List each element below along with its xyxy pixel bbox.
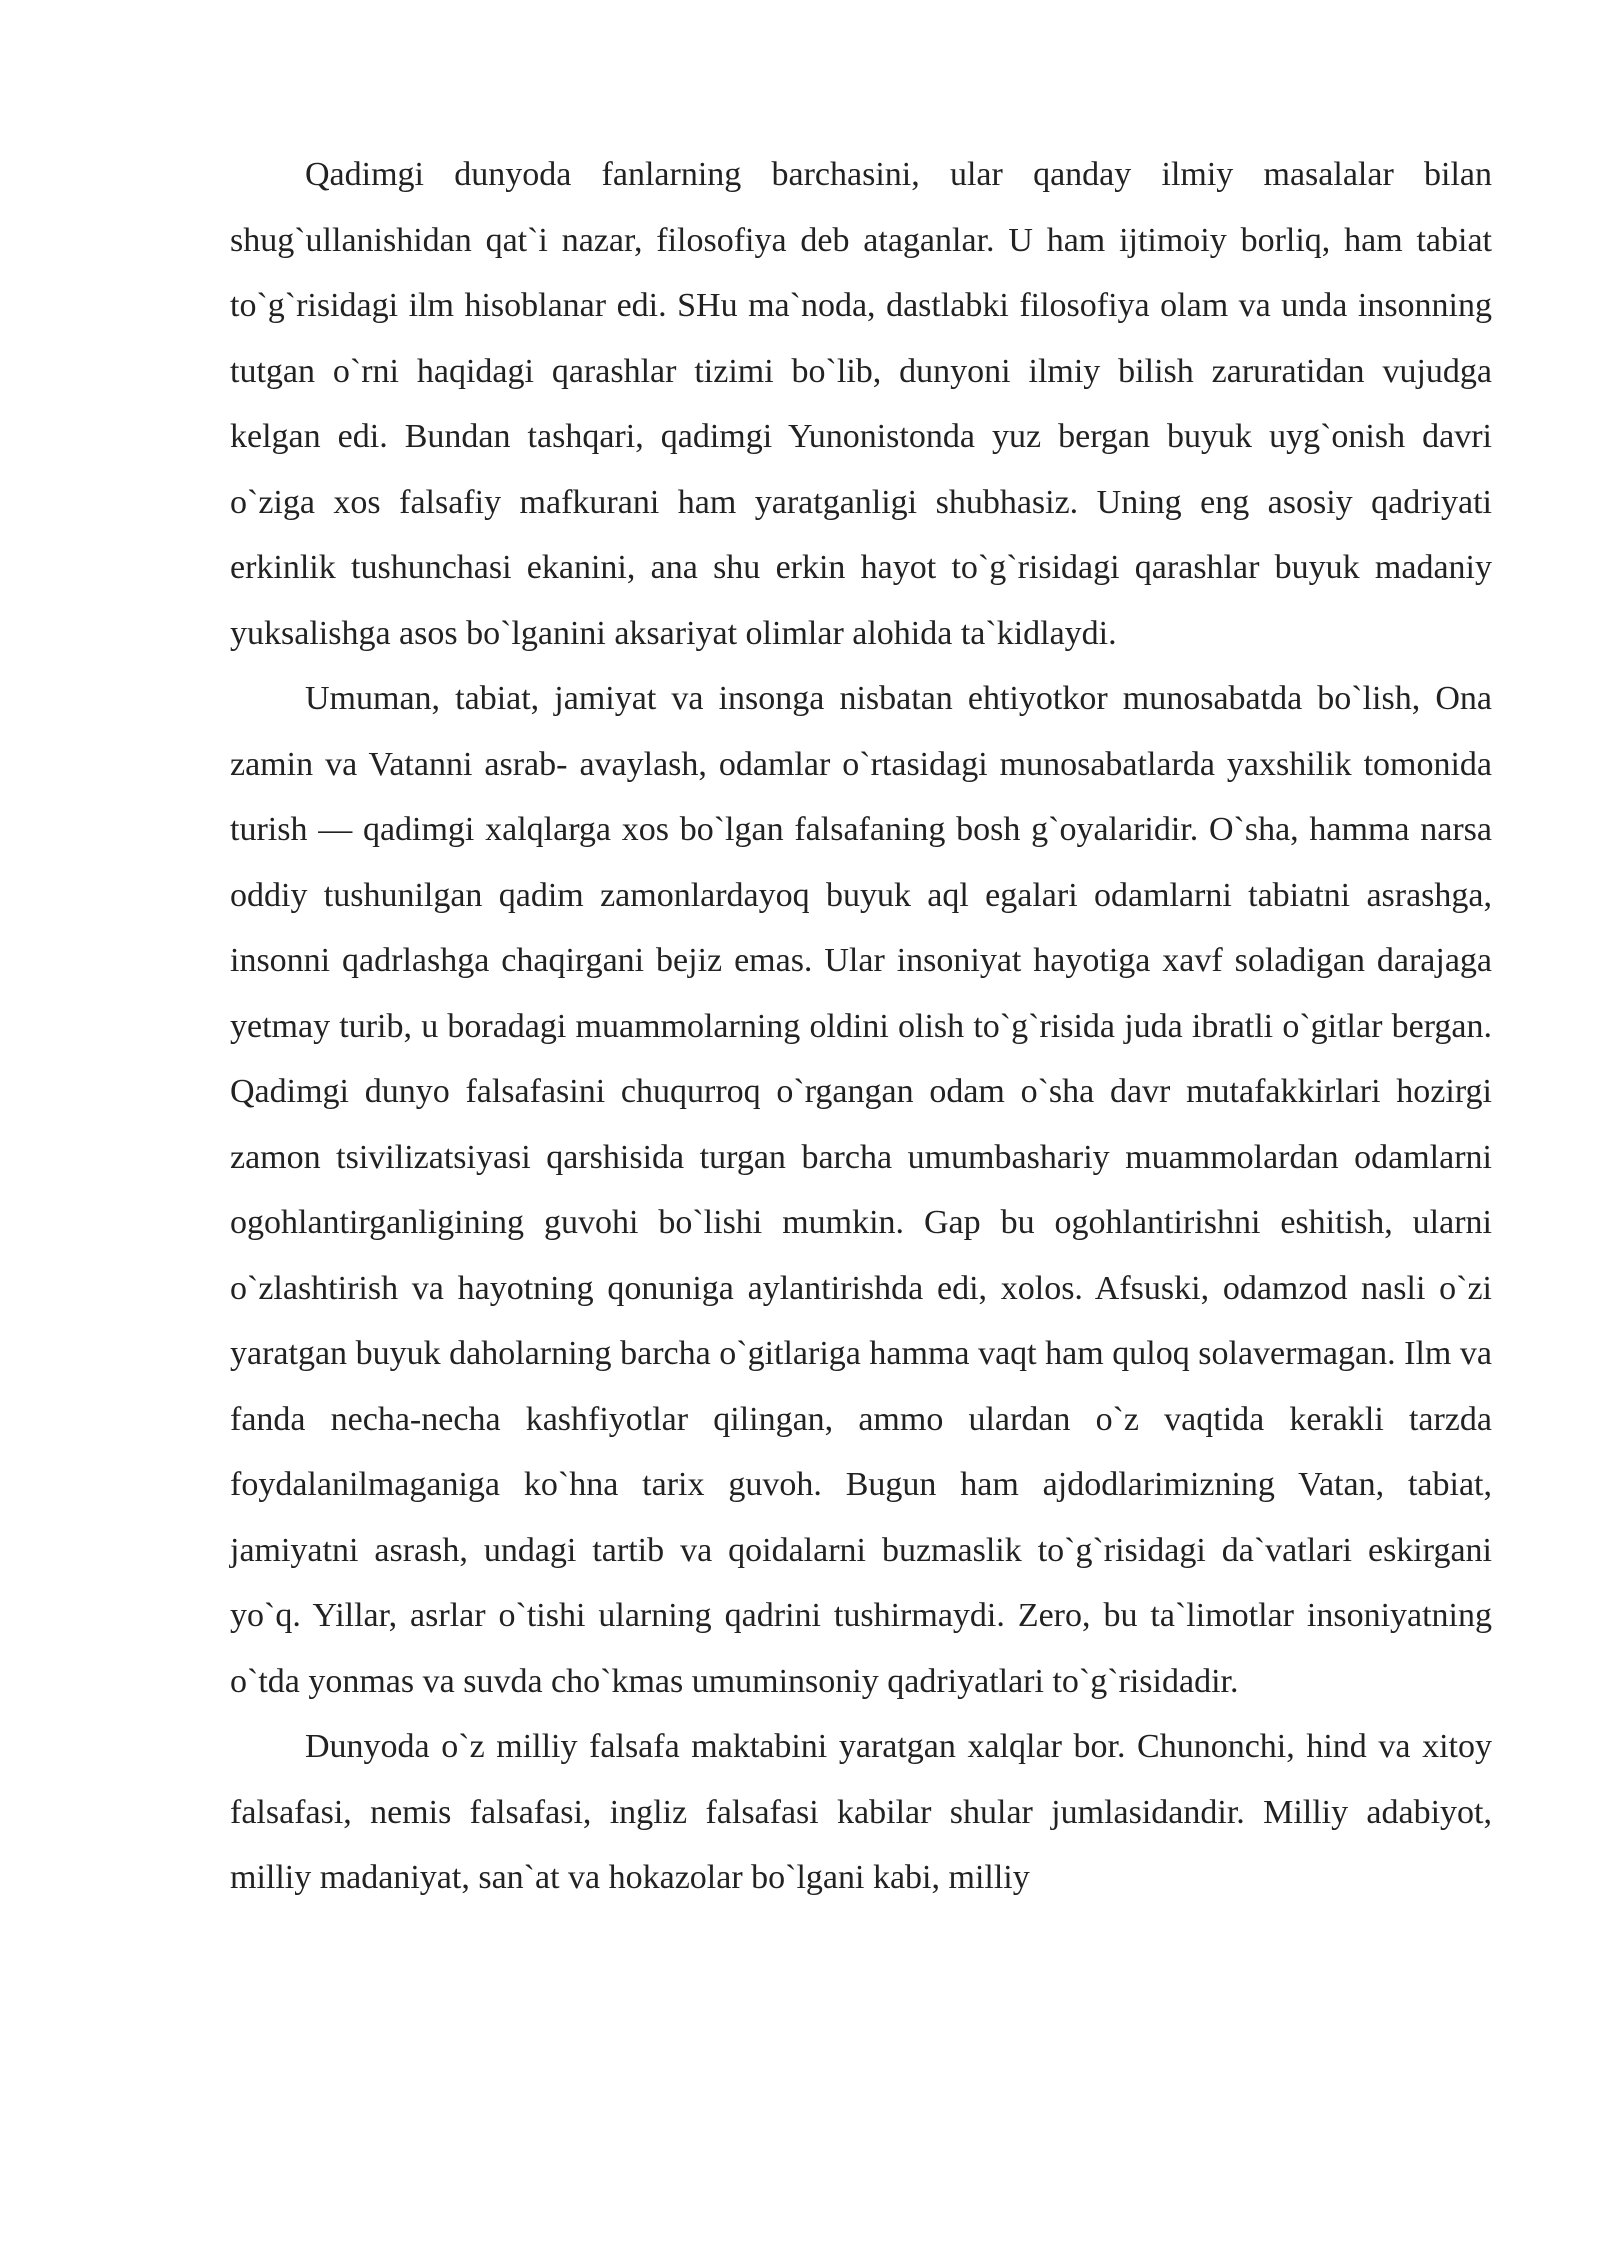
- paragraph-national-philosophy: Dunyoda o`z milliy falsafa maktabini yaratgan xalqlar bor. Chunonchi, hind va xitoy falsafasi, nemis falsafasi, ingliz falsafasi kabilar shular jumlasidandir. Milliy adabiyot, milliy madaniyat, san`at va hokazolar bo`lgani kabi, milliy: [230, 1728, 1492, 1896]
- document-page: [230, 142, 1492, 1911]
- paragraph-nature-society: Umuman, tabiat, jamiyat va insonga nisbatan ehtiyotkor munosabatda bo`lish, Ona zamin va Vatanni asrab- avaylash, odamlar o`rtasidagi munosabatlarda yaxshilik tomonida turish — qadimgi xalqlarga xos bo`lgan falsafaning bosh g`oyalaridir. O`sha, hamma narsa oddiy tushunilgan qadim zamonlardayoq buyuk aql egalari odamlarni tabiatni asrashga, insonni qadrlashga chaqirgani bejiz emas. Ular insoniyat hayotiga xavf soladigan darajaga yetmay turib, u boradagi muammolarning oldini olish to`g`risida juda ibratli o`gitlar bergan. Qadimgi dunyo falsafasini chuqurroq o`rgangan odam o`sha davr mutafakkirlari hozirgi zamon tsivilizatsiyasi qarshisida turgan barcha umumbashariy muammolardan odamlarni ogohlantirganligining guvohi bo`lishi mumkin. Gap bu ogohlantirishni eshitish, ularni o`zlashtirish va hayotning qonuniga aylantirishda edi, xolos. Afsuski, odamzod nasli o`zi yaratgan buyuk daholarning barcha o`gitlariga hamma vaqt ham quloq solavermagan. Ilm va fanda necha-necha kashfiyotlar qilingan, ammo ulardan o`z vaqtida kerakli tarzda foydalanilmaganiga ko`hna tarix guvoh. Bugun ham ajdodlarimizning Vatan, tabiat, jamiyatni asrash, undagi tartib va qoidalarni buzmaslik to`g`risidagi da`vatlari eskirgani yo`q. Yillar, asrlar o`tishi ularning qadrini tushirmaydi. Zero, bu ta`limotlar insoniyatning o`tda yonmas va suvda cho`kmas umuminsoniy qadriyatlari to`g`risidadir.: [230, 680, 1492, 1700]
- paragraph-ancient-philosophy: Qadimgi dunyoda fanlarning barchasini, ular qanday ilmiy masalalar bilan shug`ullanishidan qat`i nazar, filosofiya deb ataganlar. U ham ijtimoiy borliq, ham tabiat to`g`risidagi ilm hisoblanar edi. SHu ma`noda, dastlabki filosofiya olam va unda insonning tutgan o`rni haqidagi qarashlar tizimi bo`lib, dunyoni ilmiy bilish zaruratidan vujudga kelgan edi. Bundan tashqari, qadimgi Yunonistonda yuz bergan buyuk uyg`onish davri o`ziga xos falsafiy mafkurani ham yaratganligi shubhasiz. Uning eng asosiy qadriyati erkinlik tushunchasi ekanini, ana shu erkin hayot to`g`risidagi qarashlar buyuk madaniy yuksalishga asos bo`lganini aksariyat olimlar alohida ta`kidlaydi.: [230, 156, 1492, 652]
